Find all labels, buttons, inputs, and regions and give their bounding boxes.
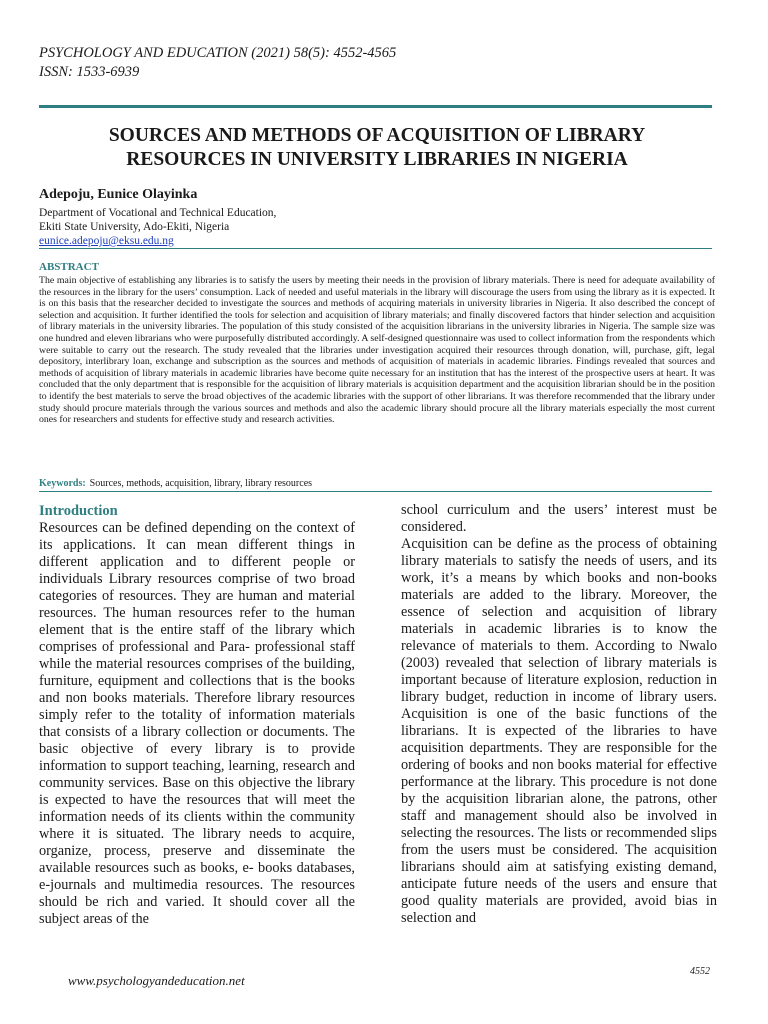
author-name: Adepoju, Eunice Olayinka	[39, 187, 198, 202]
author-department: Department of Vocational and Technical Education,	[39, 207, 277, 219]
journal-issn: ISSN: 1533-6939	[39, 64, 140, 80]
paper-title	[39, 124, 715, 172]
footer-website-link[interactable]: www.psychologyandeducation.net	[68, 973, 245, 988]
introduction-heading: Introduction	[39, 503, 118, 519]
paper-title-line-2: RESOURCES IN UNIVERSITY LIBRARIES IN NIGERIA	[126, 149, 628, 170]
introduction-paragraph-1: Resources can be defined depending on the context of its applications. It can mean different things in different application and to different people or individuals Library resources comprise of two broad categories of resources. They are human and material resources. The human resources refer to the human element that is the entire staff of the library which comprises of professional and Para- professional staff while the material resources comprises of the building, furniture, equipment and collections that is the books and non books materials. Therefore library resources simply refer to the totality of information materials that consists of a library collection or documents. The basic objective of every library is to provide information to support teaching, learning, research and community services. Base on this objective the library is expected to have the resources that will meet the information needs of its clients within the community where it is situated. The library needs to acquire, organize, process, preserve and disseminate the available resources such as books, e- books databases, e-journals and multimedia resources. The resources should be rich and varied. It should cover all the subject areas of the	[39, 520, 355, 927]
introduction-paragraph-1-continued: school curriculum and the users’ interest must be considered.	[401, 502, 717, 535]
journal-citation: PSYCHOLOGY AND EDUCATION (2021) 58(5): 4552-4565	[39, 45, 397, 61]
keywords-line	[39, 478, 312, 490]
keywords-text: Sources, methods, acquisition, library, library resources	[89, 478, 313, 489]
paper-title-line-1: SOURCES AND METHODS OF ACQUISITION OF LIBRARY	[108, 125, 646, 146]
author-block	[39, 186, 439, 248]
keywords-divider	[39, 491, 712, 492]
page-number: 4552	[690, 966, 710, 977]
author-divider	[39, 248, 712, 249]
left-column	[39, 503, 355, 928]
abstract-heading: ABSTRACT	[39, 261, 99, 273]
header-rule	[39, 105, 712, 108]
author-institution: Ekiti State University, Ado-Ekiti, Nigeria	[39, 221, 230, 233]
author-email-link[interactable]: eunice.adepoju@eksu.edu.ng	[39, 235, 174, 247]
right-column	[401, 502, 717, 927]
keywords-label: Keywords:	[39, 478, 86, 489]
abstract-body: The main objective of establishing any libraries is to satisfy the users by meeting their needs in the provision of library materials. There is need for adequate availability of the resources in the library for the users’ consumption. Lack of needed and useful materials in the library will discourage the users from using the library as it is expected. It is on this basis that the researcher decided to investigate the sources and methods of acquiring materials in university libraries in Nigeria. It also described the concept of selection and acquisition. It further identified the tools for selection and acquisition of library materials; and finally discovered factors that hinder selection and acquisition of library materials in the university libraries. The population of this study consisted of the acquisition librarians in the university libraries in Nigeria. The sample size was one hundred and eleven librarians who were purposefully distributed accordingly. A self-designed questionnaire was used to collect information from the respondents which were suitable to carry out the research. The study revealed that the libraries under investigation acquired their resources through donation, will, purchase, gift, legal depository, interlibrary loan, exchange and subscription as the sources and methods of acquisition of materials in academic libraries. Findings revealed that sources and methods of acquisition of library materials in academic libraries have become quite necessary for an institution that has the interest of the prospective users at heart. It was concluded that the only department that is responsible for the acquisition of library materials is acquisition department and the acquisition librarian should be in the position to identify the best materials to serve the broad objectives of the academic libraries with the support of other librarians. It was therefore recommended that the library under study should procure materials through the various sources and methods and also the academic library should procure all the library materials especially the most current ones for researchers and students for effective study and research activities.	[39, 275, 715, 426]
introduction-paragraph-2: Acquisition can be define as the process of obtaining library materials to satisfy the needs of users, and its work, it’s a means by which books and non-books materials are added to the library. Moreover, the essence of selection and acquisition of library materials in academic libraries is to know the relevance of materials to them. According to Nwalo (2003) revealed that selection of library materials is important because of literature explosion, reduction in library budget, reduction in income of library users. Acquisition is one of the basic functions of the librarians. It is expected of the libraries to have acquisition departments. They are responsible for the ordering of books and non books material for effective performance at the library. This procedure is not done by the acquisition librarian alone, the patrons, other staff and management should also be involved in selecting the resources. The lists or recommended slips from the users must be considered. The acquisition librarians should aim at satisfying existing demand, anticipate future needs of the users and ensure that good quality materials are provided, avoid bias in selection and	[401, 536, 717, 926]
